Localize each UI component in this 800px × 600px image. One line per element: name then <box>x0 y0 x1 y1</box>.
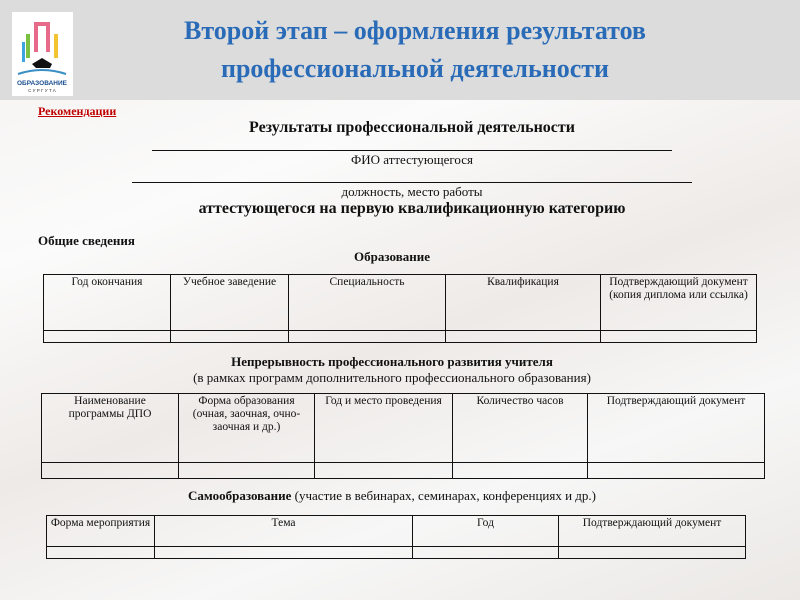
self-col-header: Тема <box>155 516 413 547</box>
logo <box>12 12 73 96</box>
logo-icon <box>12 12 73 96</box>
slide-header <box>0 0 800 100</box>
category-label: аттестующегося на первую квалификационную категорию <box>198 200 626 217</box>
fio-label: ФИО аттестующегося <box>350 152 474 167</box>
education-table <box>43 274 757 343</box>
table-cell[interactable] <box>155 547 413 559</box>
table-cell[interactable] <box>446 331 601 343</box>
table-cell[interactable] <box>42 463 179 479</box>
recommendations-link[interactable]: Рекомендации <box>38 104 117 118</box>
table-cell[interactable] <box>47 547 155 559</box>
table-cell[interactable] <box>559 547 746 559</box>
cpd-col-header: Количество часов <box>453 394 588 463</box>
doc-heading: Результаты профессиональной деятельности <box>249 119 575 136</box>
svg-text:С У Р Г У Т А: С У Р Г У Т А <box>28 88 56 93</box>
self-col-header: Форма мероприятия <box>47 516 155 547</box>
table-cell[interactable] <box>413 547 559 559</box>
slide-title-line1: Второй этап – оформления результатов <box>184 16 646 45</box>
cpd-col-header: Год и место проведения <box>315 394 453 463</box>
table-cell[interactable] <box>601 331 757 343</box>
position-line <box>132 182 692 183</box>
cpd-col-header: Наименование программы ДПО <box>42 394 179 463</box>
cpd-table <box>41 393 765 479</box>
slide-title-line2: профессиональной деятельности <box>220 54 610 83</box>
table-cell[interactable] <box>588 463 765 479</box>
general-info-heading: Общие сведения <box>38 233 135 248</box>
self-col-header: Подтверждающий документ <box>559 516 746 547</box>
education-col-header: Подтверждающий документ (копия диплома или ссылка) <box>601 275 757 331</box>
education-col-header: Специальность <box>289 275 446 331</box>
self-col-header: Год <box>413 516 559 547</box>
table-cell[interactable] <box>315 463 453 479</box>
position-label: должность, место работы <box>341 184 483 199</box>
table-cell[interactable] <box>179 463 315 479</box>
cpd-subheading: (в рамках программ дополнительного профессионального образования) <box>193 370 591 385</box>
cpd-col-header: Подтверждающий документ <box>588 394 765 463</box>
cpd-heading: Непрерывность профессионального развития учителя <box>231 354 553 369</box>
self-education-note: (участие в вебинарах, семинарах, конференциях и др.) <box>291 488 596 503</box>
cpd-col-header: Форма образования (очная, заочная, очно-заочная и др.) <box>179 394 315 463</box>
education-col-header: Год окончания <box>44 275 171 331</box>
self-education-title: Самообразование <box>188 488 292 503</box>
svg-text:ОБРАЗОВАНИЕ: ОБРАЗОВАНИЕ <box>17 80 67 87</box>
education-col-header: Учебное заведение <box>171 275 289 331</box>
education-heading: Образование <box>354 249 430 264</box>
education-col-header: Квалификация <box>446 275 601 331</box>
table-cell[interactable] <box>453 463 588 479</box>
table-cell[interactable] <box>44 331 171 343</box>
fio-line <box>152 150 672 151</box>
self-education-heading <box>0 488 792 504</box>
table-cell[interactable] <box>171 331 289 343</box>
self-education-table <box>46 515 746 559</box>
table-cell[interactable] <box>289 331 446 343</box>
